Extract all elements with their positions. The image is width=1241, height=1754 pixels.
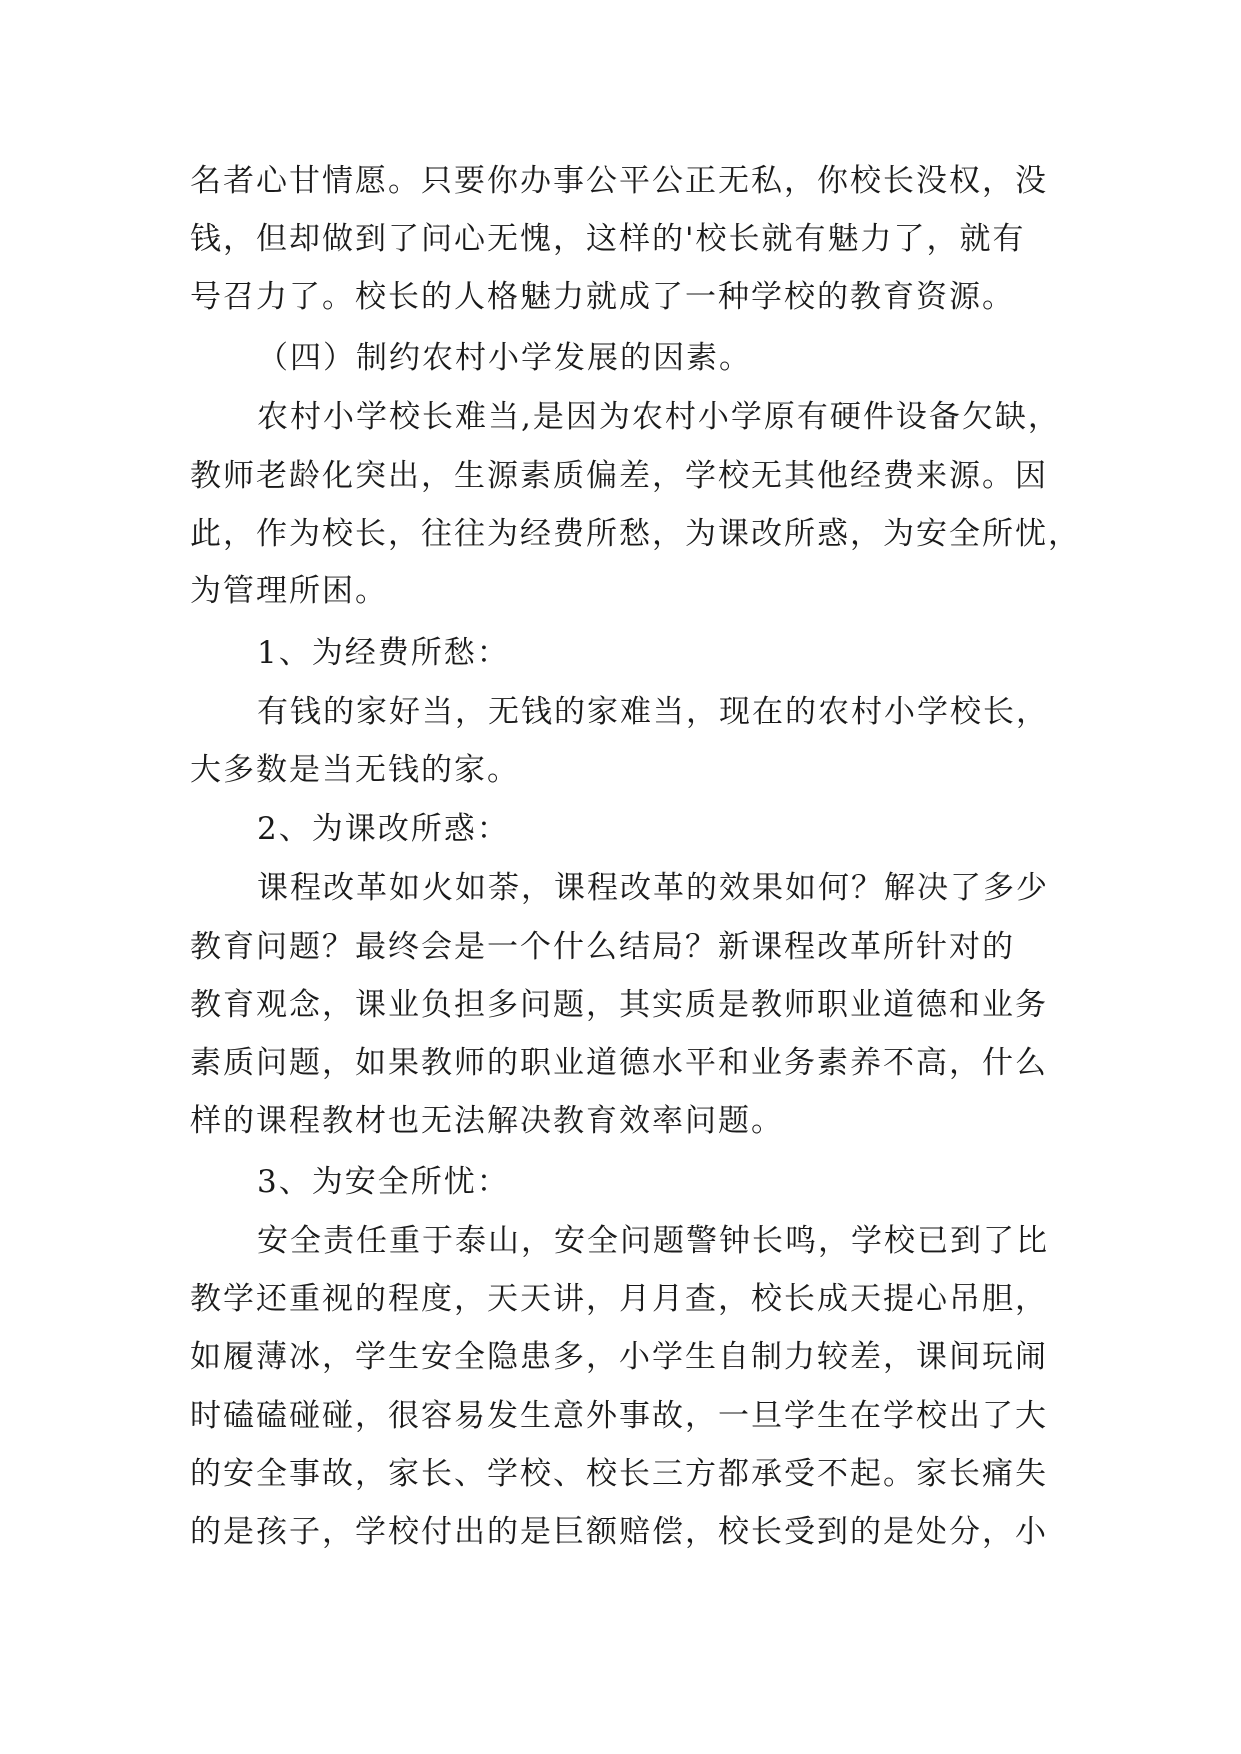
paragraph-line: 的安全事故，家长、学校、校长三方都承受不起。家长痛失	[190, 1456, 1048, 1492]
paragraph-line: 名者心甘情愿。只要你办事公平公正无私，你校长没权，没	[190, 163, 1048, 199]
paragraph-line: 如履薄冰，学生安全隐患多，小学生自制力较差，课间玩闹	[190, 1339, 1048, 1375]
paragraph-line: 教育问题？最终会是一个什么结局？新课程改革所针对的	[190, 929, 1015, 965]
paragraph-line: 农村小学校长难当,是因为农村小学原有硬件设备欠缺，	[257, 399, 1061, 435]
paragraph-line: 教师老龄化突出，生源素质偏差，学校无其他经费来源。因	[190, 458, 1048, 494]
paragraph-line: 样的课程教材也无法解决教育效率问题。	[190, 1103, 784, 1139]
paragraph-line: 此，作为校长，往往为经费所愁，为课改所惑，为安全所忧，	[190, 516, 1081, 552]
paragraph-line: 课程改革如火如荼，课程改革的效果如何？解决了多少	[257, 870, 1049, 906]
paragraph-line: 有钱的家好当，无钱的家难当，现在的农村小学校长，	[257, 694, 1049, 730]
paragraph-line: 教学还重视的程度，天天讲，月月查，校长成天提心吊胆，	[190, 1281, 1048, 1317]
subsection-heading: 1、为经费所愁：	[257, 635, 510, 671]
paragraph-line: 素质问题，如果教师的职业道德水平和业务素养不高，什么	[190, 1045, 1048, 1081]
paragraph-line: 教育观念，课业负担多问题，其实质是教师职业道德和业务	[190, 987, 1048, 1023]
paragraph-line: 钱，但却做到了问心无愧，这样的'校长就有魅力了，就有	[190, 221, 1026, 257]
section-heading: （四）制约农村小学发展的因素。	[257, 340, 752, 376]
paragraph-line: 号召力了。校长的人格魅力就成了一种学校的教育资源。	[190, 279, 1015, 315]
paragraph-line: 大多数是当无钱的家。	[190, 752, 520, 788]
subsection-heading: 3、为安全所忧：	[257, 1164, 510, 1200]
subsection-heading: 2、为课改所惑：	[257, 811, 510, 847]
paragraph-line: 时磕磕碰碰，很容易发生意外事故，一旦学生在学校出了大	[190, 1398, 1048, 1434]
paragraph-line: 安全责任重于泰山，安全问题警钟长鸣，学校已到了比	[257, 1223, 1049, 1259]
paragraph-line: 为管理所困。	[190, 573, 388, 609]
paragraph-line: 的是孩子，学校付出的是巨额赔偿，校长受到的是处分，小	[190, 1514, 1048, 1550]
